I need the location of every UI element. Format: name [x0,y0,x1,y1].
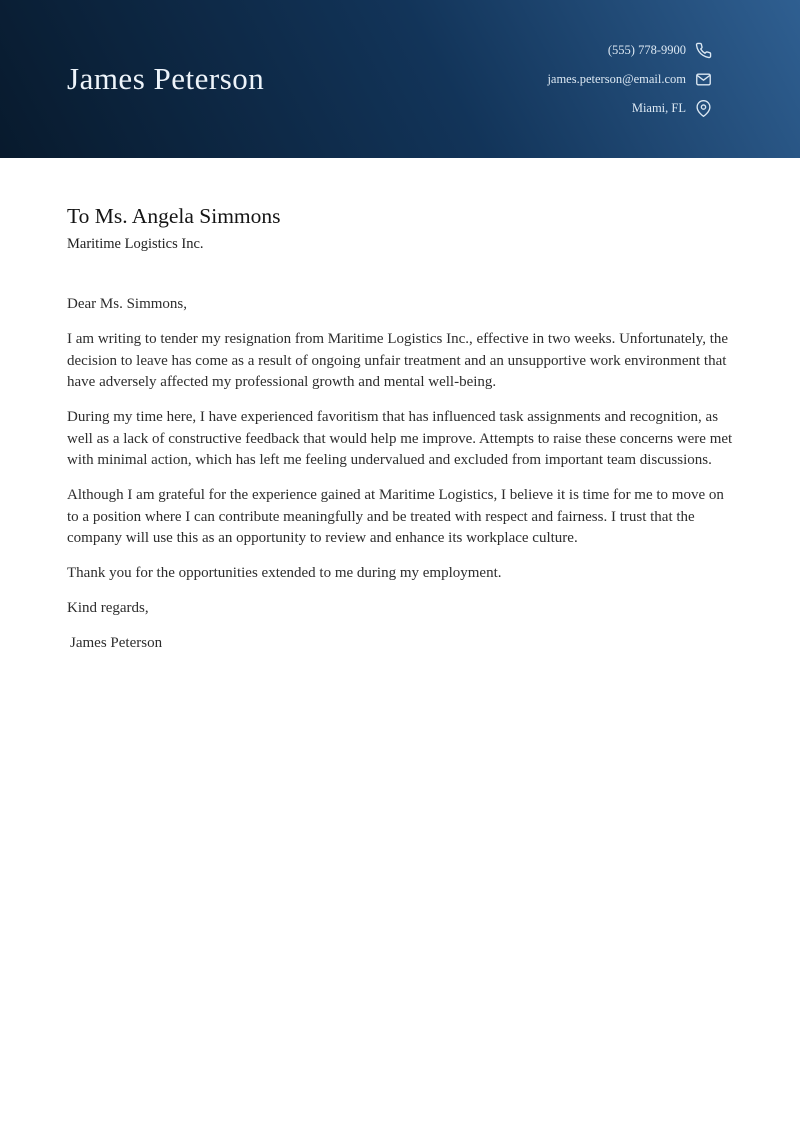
email-icon [695,71,712,88]
signature: James Peterson [70,635,163,652]
recipient-company: Maritime Logistics Inc. [67,236,204,253]
location-text: Miami, FL [631,101,686,115]
email-address: james.peterson@email.com [547,72,686,86]
person-name: James Peterson [67,61,265,97]
closing: Kind regards, [67,600,149,617]
paragraph-3: Although I am grateful for the experience gained at Maritime Logistics, I believe it is time for me to move on to a position where I can contribute meaningfully and be treated with respect and fairness. I trust that the company will use this as an opportunity to review and enhance its workplace culture. [67,487,724,547]
contact-phone [608,42,712,59]
phone-icon [695,42,712,59]
salutation: Dear Ms. Simmons, [67,296,187,313]
recipient-name: To Ms. Angela Simmons [67,204,281,228]
contact-info [547,42,712,117]
location-icon [695,100,712,117]
paragraph-4: Thank you for the opportunities extended to me during my employment. [67,565,502,582]
paragraph-1: I am writing to tender my resignation from Maritime Logistics Inc., effective in two weeks. Unfortunately, the decision to leave has come as a result of ongoing unfair treatment and an unsupportive work environment that have adversely affected my professional growth and mental well-being. [67,331,729,391]
header [0,0,800,158]
contact-email [547,71,712,88]
paragraph-2: During my time here, I have experienced favoritism that has influenced task assignments and recognition, as well as a lack of constructive feedback that would help me improve. Attempts to raise these concerns were met with minimal action, which has left me feeling undervalued and excluded from important team discussions. [67,409,733,469]
letter-body [0,158,800,655]
contact-location [632,100,712,117]
phone-number: (555) 778-9900 [607,43,686,57]
